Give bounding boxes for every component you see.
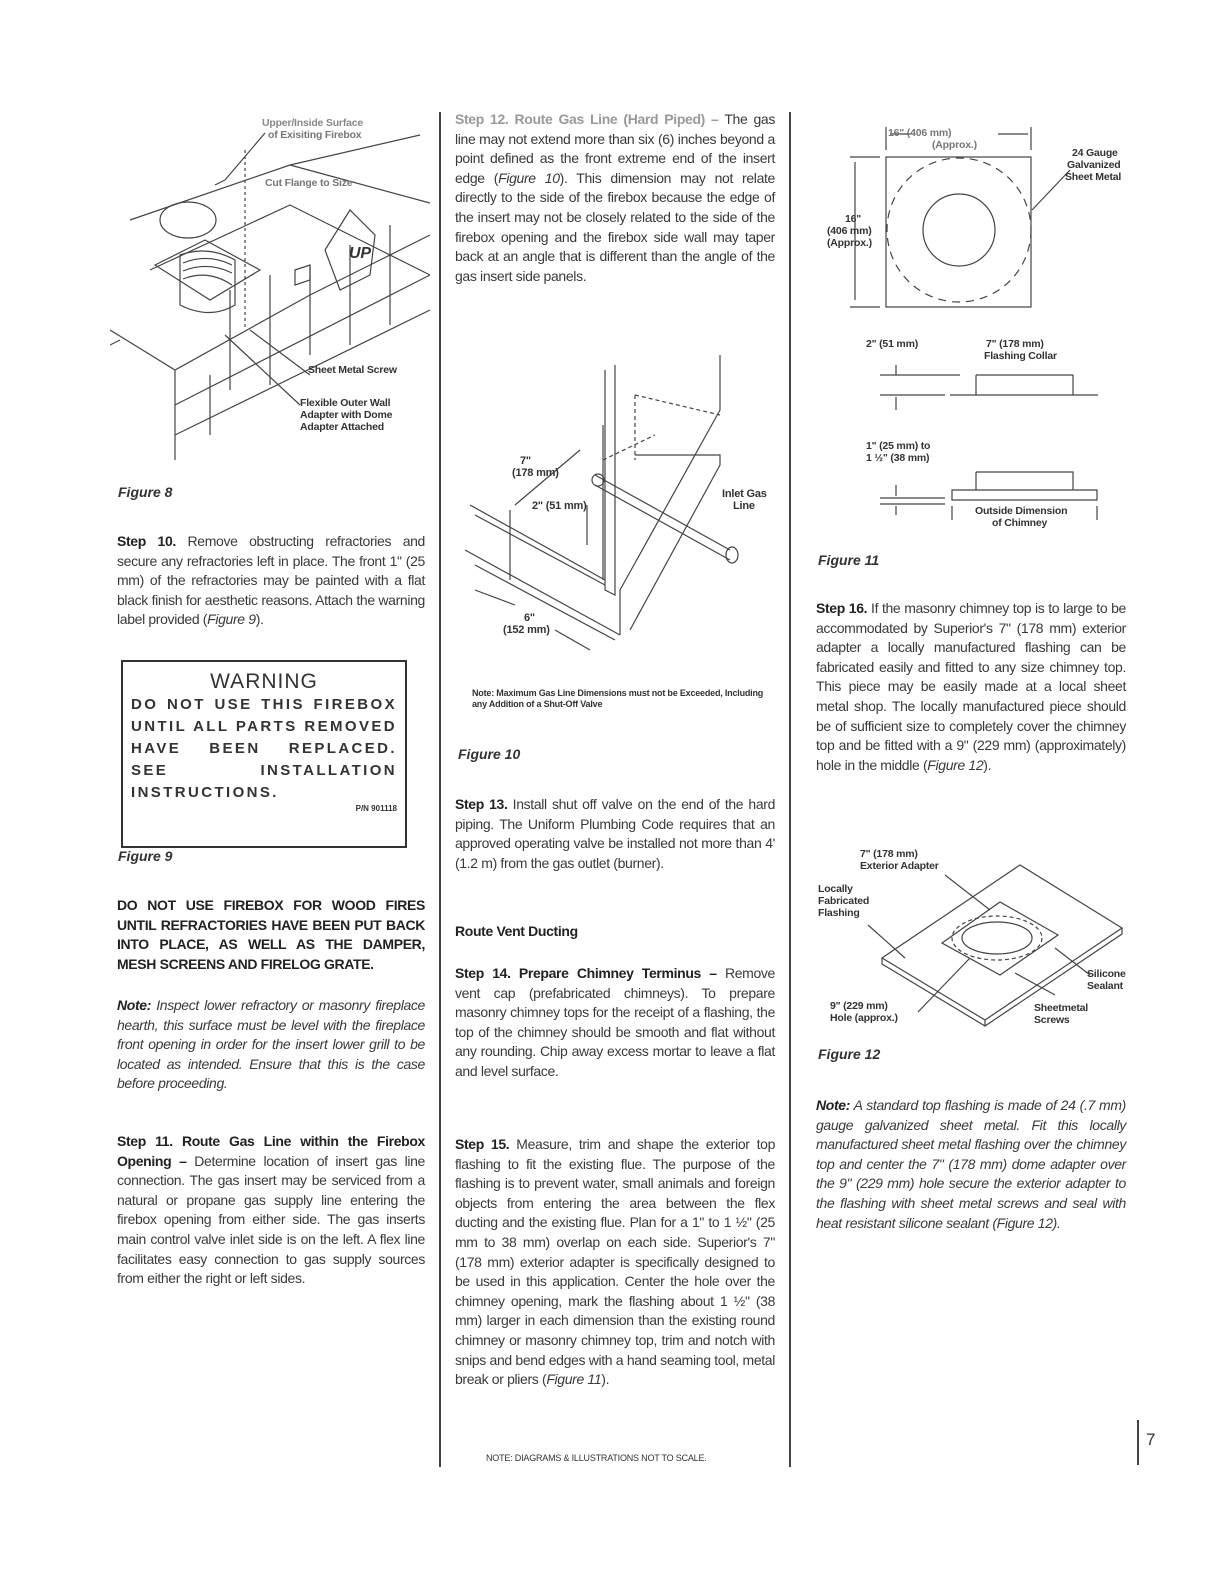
step-12-text: The gas line may not extend more than six (6) inches beyond a point defined as the front extreme end of the insert edge ( xyxy=(455,111,775,186)
fig8-label: of Exisiting Firebox xyxy=(268,129,362,141)
warning-body: DO NOT USE THIS FIREBOX UNTIL ALL PARTS REMOVED HAVE BEEN REPLACED. SEE INSTALLATION INSTRUCTIONS. xyxy=(131,696,397,801)
figure-10-caption: Figure 10 xyxy=(458,746,521,762)
text: ). xyxy=(255,611,264,628)
figure-9-caption: Figure 9 xyxy=(118,848,173,864)
step-14 xyxy=(455,964,775,1082)
step-10-text: Remove obstructing refractories and secure any refractories left in place. The front 1" (25 mm) of the refractories may be painted with a flat black finish for aesthetic reasons. Attach the warning label provided ( xyxy=(117,533,425,628)
step-16 xyxy=(816,599,1126,775)
figure-ref: Figure 9 xyxy=(207,611,256,628)
page-number: 7 xyxy=(1146,1430,1156,1449)
step-15 xyxy=(455,1135,775,1390)
footer-note: NOTE: DIAGRAMS & ILLUSTRATIONS NOT TO SCALE. xyxy=(486,1453,707,1463)
column-divider xyxy=(439,112,441,1467)
warning-label xyxy=(121,660,407,848)
fig11-label: 24 Gauge xyxy=(1072,147,1118,159)
text: ). This dimension may not relate directly to the side of the firebox because the edge of the insert may not be closely related to the side of the firebox opening and the firebox side wall may taper back at an angle that is different than the angle of the gas insert side panels. xyxy=(455,169,775,284)
fig11-label: 2" (51 mm) xyxy=(866,338,918,350)
fig12-label: Sealant xyxy=(1087,980,1123,992)
warning-title: WARNING xyxy=(210,670,318,693)
step-16-heading: Step 16. xyxy=(816,600,868,616)
fig11-label: 7" (178 mm) xyxy=(986,338,1044,350)
note-heading: Note: xyxy=(816,1097,851,1113)
step-16-text: If the masonry chimney top is to large to be accommodated by Superior's 7" (178 mm) exterior adapter a locally manufactured flashing can be fabricated easily and fitted to any size chimney top. This piece may be easily made at a local sheet metal shop. The locally manufactured piece should be of sufficient size to completely cover the chimney top and be fitted with a 9" (229 mm) (approximately) hole in the middle ( xyxy=(816,600,1126,773)
fig12-label: Fabricated xyxy=(818,895,870,907)
figure-ref: Figure 12 xyxy=(927,756,984,773)
fig8-label: Upper/Inside Surface xyxy=(262,117,364,129)
fig11-label: Galvanized xyxy=(1067,159,1121,171)
step-11-text: Determine location of insert gas line connection. The gas insert may be serviced from a natural or propane gas supply line entering the firebox opening from either side. The gas inserts main control valve inlet side is on the left. A flex line facilitates easy connection to gas supply sources from either the right or left sides. xyxy=(117,1152,425,1287)
step-10 xyxy=(117,532,425,630)
fig11-label: 1" (25 mm) to xyxy=(866,440,931,452)
section-heading-route-vent: Route Vent Ducting xyxy=(455,923,578,939)
fig11-label: Flashing Collar xyxy=(984,350,1057,362)
fig8-label: Flexible Outer Wall xyxy=(300,397,391,409)
fig10-label: 2" (51 mm) xyxy=(532,500,587,512)
step-15-heading: Step 15. xyxy=(455,1136,510,1152)
fig12-label: Locally xyxy=(818,883,853,895)
fig10-label: 6" xyxy=(524,612,535,624)
step-12-heading: Step 12. Route Gas Line (Hard Piped) – xyxy=(455,111,719,127)
step-11-heading: Step 11. Route Gas Line within the Firebox Opening – xyxy=(117,1133,425,1169)
fig11-label: of Chimney xyxy=(992,517,1048,529)
fig12-label: Silicone xyxy=(1087,968,1126,980)
fig12-label: Exterior Adapter xyxy=(860,860,939,872)
step-13 xyxy=(455,795,775,873)
note-2 xyxy=(816,1096,1126,1233)
fig12-label: Hole (approx.) xyxy=(830,1012,898,1024)
fig12-label: Screws xyxy=(1034,1014,1070,1026)
text: ). xyxy=(983,756,992,773)
caution-text: DO NOT USE FIREBOX FOR WOOD FIRES UNTIL REFRACTORIES HAVE BEEN PUT BACK INTO PLACE, AS WELL AS THE DAMPER, MESH SCREENS AND FIRELOG GRATE. xyxy=(117,897,425,972)
note-text: A standard top flashing is made of 24 (.7 mm) gauge galvanized sheet metal. Fit this locally manufactured sheet metal flashing over the chimney top and center the 7" (178 mm) dome adapter over the 9" (229 mm) hole secure the exterior adapter to the flashing with sheet metal screws and seal with heat resistant silicone sealant (Figure 12). xyxy=(816,1097,1126,1231)
fig10-label: 7" xyxy=(520,455,531,467)
step-12 xyxy=(455,110,775,286)
fig10-label: (152 mm) xyxy=(503,624,550,636)
fig10-label: (178 mm) xyxy=(512,467,559,479)
note-heading: Note: xyxy=(117,997,152,1013)
fig11-label: (406 mm) xyxy=(827,225,872,237)
step-13-heading: Step 13. xyxy=(455,796,508,812)
fig11-label: Sheet Metal xyxy=(1065,171,1122,183)
fig11-label: 16" xyxy=(845,213,862,225)
step-14-text: Remove vent cap (prefabricated chimneys). To prepare masonry chimney tops for the receipt of a flashing, the top of the chimney should be smooth and flat without any rounding. Chip away excess mortar to leave a flat and level surface. xyxy=(455,965,775,1079)
note-1 xyxy=(117,996,425,1094)
step-15-text: Measure, trim and shape the exterior top flashing to fit the existing flue. The purpose of the flashing is to prevent water, small animals and foreign objects from entering the area between the flex ducting and the existing flue. Plan for a 1" to 1 ½" (25 mm to 38 mm) overlap on each side. Superior's 7" (178 mm) exterior adapter is specifically designed to be used in this application. Center the hole over the chimney opening, mark the flashing about 1 ½" (38 mm) larger in each dimension than the existing round chimney or masonry chimney top, trim and notch with snips and bend edges with a hand seaming tool, metal break or pliers ( xyxy=(455,1136,776,1388)
fig11-label: Outside Dimension xyxy=(975,505,1068,517)
fig12-label: 7" (178 mm) xyxy=(860,848,918,860)
figure-11-caption: Figure 11 xyxy=(818,552,880,568)
fig8-label: Adapter with Dome xyxy=(300,409,393,421)
fig12-label: 9" (229 mm) xyxy=(830,1000,888,1012)
column-divider xyxy=(789,112,791,1467)
fig12-label: Sheetmetal xyxy=(1034,1002,1089,1014)
fig8-label: Sheet Metal Screw xyxy=(308,364,397,376)
figure-ref: Figure 10 xyxy=(498,169,560,186)
note-text: Inspect lower refractory or masonry fireplace hearth, this surface must be level with the fireplace front opening in order for the insert lower grill to be located as intended. Ensure that this is the case before proceeding. xyxy=(117,997,425,1092)
figure-12-caption: Figure 12 xyxy=(818,1046,881,1062)
page-number-rule xyxy=(1137,1420,1139,1465)
part-number: P/N 901118 xyxy=(355,804,397,813)
fig11-label: 16" (406 mm) xyxy=(888,127,952,139)
step-13-text: Install shut off valve on the end of the hard piping. The Uniform Plumbing Code requires that an approved operating valve be installed not more than 4' (1.2 m) from the gas outlet (burner). xyxy=(455,796,776,871)
step-14-heading: Step 14. Prepare Chimney Terminus – xyxy=(455,965,717,981)
fig8-label: Cut Flange to Size xyxy=(265,177,353,189)
step-11 xyxy=(117,1132,425,1289)
fig12-label: Flashing xyxy=(818,907,860,919)
fig8-label: Adapter Attached xyxy=(300,421,384,433)
fig10-label: Inlet Gas xyxy=(722,488,767,500)
figure-ref: Figure 11 xyxy=(546,1371,602,1388)
fig11-label: (Approx.) xyxy=(932,139,977,151)
figure-8-caption: Figure 8 xyxy=(118,484,173,500)
text: ). xyxy=(601,1371,610,1388)
fig11-label: (Approx.) xyxy=(827,237,872,249)
fig10-label: Line xyxy=(733,500,755,512)
fig8-label: UP xyxy=(349,245,371,262)
fig11-label: 1 ½" (38 mm) xyxy=(866,452,930,464)
step-10-heading: Step 10. xyxy=(117,533,176,549)
figure-10-note: Note: Maximum Gas Line Dimensions must not be Exceeded, Including any Addition of a Shut-Off Valve xyxy=(472,688,764,709)
